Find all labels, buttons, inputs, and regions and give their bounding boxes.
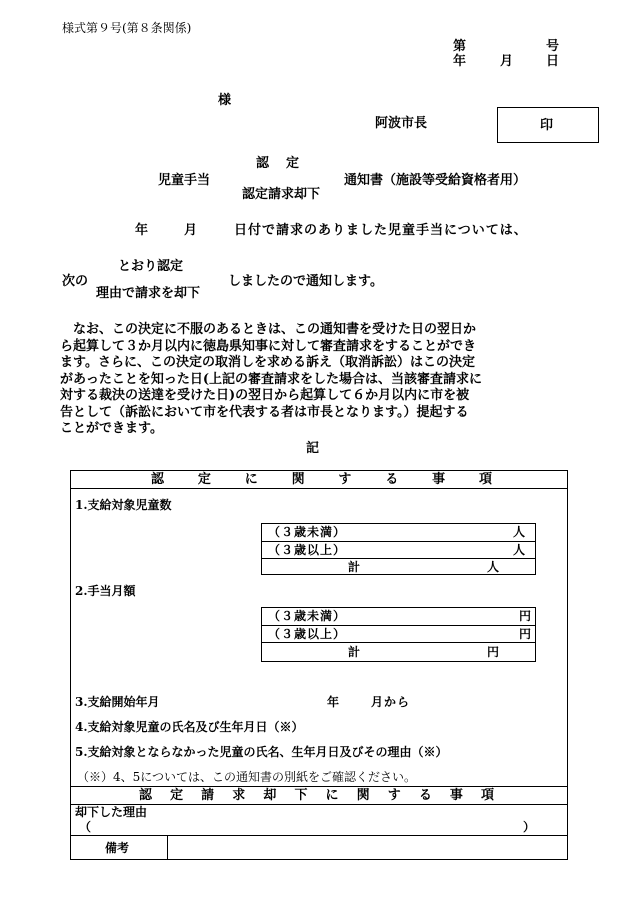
child-row-label: （３歳以上） (268, 543, 347, 557)
appeal-paragraph (60, 322, 572, 438)
amount-row-total (262, 642, 535, 662)
section2-char: 請 (201, 788, 215, 803)
body-line2-prefix: 次の (62, 274, 89, 289)
title-option-approve: 認 定 (256, 156, 302, 171)
amount-row-under3 (262, 608, 535, 624)
section2-char: る (418, 788, 432, 803)
section2-char: 求 (232, 788, 246, 803)
item5-label: 5.支給対象とならなかった児童の氏名、生年月日及びその理由（※） (75, 745, 448, 759)
appeal-line: ます。さらに、この決定の取消しを求める訴え（取消訴訟）はこの決定 (60, 355, 475, 370)
item3-year-label: 年 (327, 695, 340, 709)
ki-label: 記 (306, 441, 320, 456)
remarks-divider (71, 835, 567, 836)
body-option-approve: とおり認定 (118, 259, 184, 274)
section2-char: 項 (481, 788, 495, 803)
section2-char: に (325, 788, 339, 803)
date-day-label: 日 (546, 54, 560, 69)
form-number: 様式第９号(第８条関係) (62, 21, 192, 35)
section1-char: 関 (291, 472, 305, 487)
section2-char: 下 (294, 788, 308, 803)
child-row-label: （３歳未満） (268, 525, 347, 539)
body-option-reject: 理由で請求を却下 (96, 286, 201, 301)
appeal-line: 告として（訴訟において市を代表する者は市長となります。）提起する (60, 404, 469, 420)
title-suffix: 通知書（施設等受給資格者用） (344, 173, 527, 188)
item3-label: 3.支給開始年月 (75, 695, 160, 709)
details-table (70, 470, 568, 860)
section2-char: す (387, 788, 401, 803)
section2-char: 事 (449, 788, 463, 803)
date-year-label: 年 (453, 54, 467, 69)
number-go-label: 号 (546, 39, 560, 54)
amount-total-unit: 円 (486, 645, 499, 659)
section1-char: 事 (432, 472, 446, 487)
amount-row-unit: 円 (518, 627, 531, 641)
child-row-unit: 人 (512, 543, 525, 557)
reject-reason-paren-close: ） (523, 820, 536, 834)
amount-total-label: 計 (348, 645, 361, 659)
section2-char: 却 (263, 788, 277, 803)
section2-char: 関 (356, 788, 370, 803)
body-line1-text: 日付で請求のありました児童手当については、 (234, 223, 528, 238)
reject-reason-paren-open: （ (79, 820, 92, 834)
recipient-sama: 様 (218, 93, 232, 108)
item4-label: 4.支給対象児童の氏名及び生年月日（※） (75, 720, 304, 734)
title-prefix: 児童手当 (158, 173, 211, 188)
child-count-box (261, 523, 536, 575)
seal-box (497, 107, 599, 143)
section2-char: 認 (139, 788, 153, 803)
section1-char: 認 (151, 472, 165, 487)
section1-char: に (244, 472, 258, 487)
section1-char: る (385, 472, 399, 487)
title-option-reject: 認定請求却下 (242, 187, 321, 202)
appeal-line: があったことを知った日(上記の審査請求をした場合は、当該審査請求に (60, 371, 483, 387)
child-row-total (262, 558, 535, 575)
item3-month-label: 月から (371, 695, 411, 709)
appeal-line: ら起算して３か月以内に徳島県知事に対して審査請求をすることができ (60, 338, 477, 354)
appeal-line: ことができます。 (60, 421, 163, 436)
child-row-unit: 人 (512, 525, 525, 539)
body-line2-suffix: しましたので通知します。 (228, 274, 383, 289)
item2-label: 2.手当月額 (75, 584, 136, 598)
section1-char: す (338, 472, 352, 487)
issuer-name: 阿波市長 (375, 116, 428, 131)
seal-label: 印 (540, 118, 554, 133)
remarks-column-divider (167, 835, 168, 860)
amount-row-unit: 円 (518, 609, 531, 623)
section1-char: 項 (479, 472, 493, 487)
appeal-line: 対する裁決の送達を受けた日)の翌日から起算して６か月以内に市を被 (60, 388, 470, 403)
amount-row-label: （３歳以上） (268, 627, 347, 641)
child-row-under3 (262, 524, 535, 540)
item1-label: 1.支給対象児童数 (75, 498, 172, 512)
appeal-line: なお、この決定に不服のあるときは、この通知書を受けた日の翌日か (60, 322, 477, 337)
section2-char: 定 (170, 788, 184, 803)
note-text: （※）4、5については、この通知書の別紙をご確認ください。 (77, 770, 417, 784)
child-total-unit: 人 (486, 560, 499, 574)
date-month-label: 月 (500, 54, 514, 69)
child-row-over3 (262, 541, 535, 558)
number-dai-label: 第 (453, 39, 467, 54)
child-total-label: 計 (348, 560, 361, 574)
amount-row-over3 (262, 625, 535, 642)
remarks-label: 備考 (105, 841, 130, 855)
body-year-label: 年 (135, 223, 149, 238)
section1-header (71, 471, 567, 489)
remarks-field[interactable] (171, 837, 561, 858)
amount-row-label: （３歳未満） (268, 609, 347, 623)
reject-reason-label: 却下した理由 (75, 805, 148, 819)
amount-box (261, 607, 536, 662)
body-month-label: 月 (184, 223, 198, 238)
section1-char: 定 (197, 472, 211, 487)
